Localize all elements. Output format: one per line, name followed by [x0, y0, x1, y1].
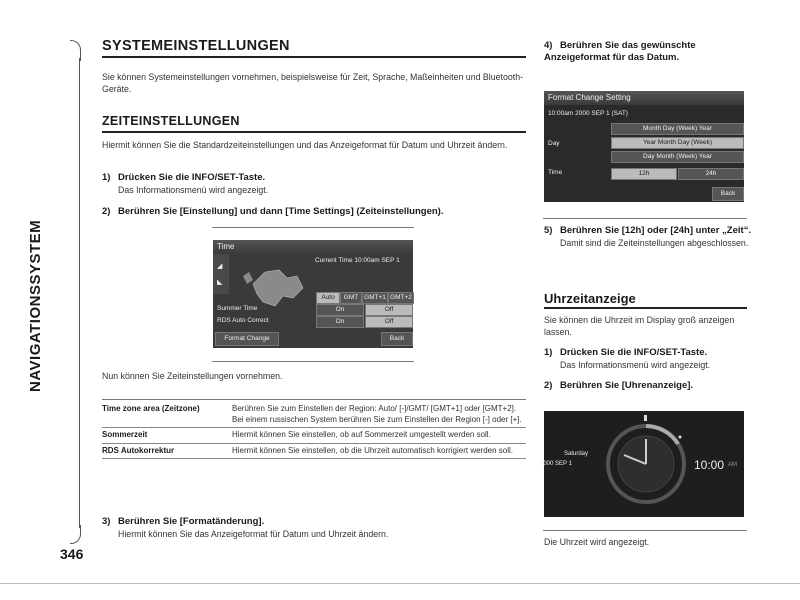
clock-screen [540, 411, 744, 517]
page-bottom-rule [0, 583, 800, 584]
step-4 [544, 40, 754, 64]
page-number: 346 [60, 546, 84, 562]
screen-title: Time [213, 240, 413, 254]
settings-table [102, 402, 526, 459]
table-value-line: Bei einem russischen System berühren Sie zum Einstellen der Region [-] oder [+]. [232, 414, 522, 424]
zone-gmt-button[interactable]: GMT [340, 292, 362, 304]
back-button[interactable]: Back [381, 332, 413, 346]
step-number: 2) [102, 206, 111, 217]
clock-step-2 [544, 380, 754, 392]
format-24h-button[interactable]: 24h [678, 168, 744, 180]
clock-heading: Uhrzeitanzeige [544, 291, 636, 306]
table-row [102, 428, 526, 444]
step-sub: Das Informationsmenü wird angezeigt. [560, 360, 711, 370]
summer-on-button[interactable]: On [316, 304, 364, 316]
step-number: 3) [102, 516, 111, 527]
step-title: Drücken Sie die INFO/SET-Taste. [560, 347, 708, 358]
time-label: Time [548, 169, 563, 176]
back-button[interactable]: Back [712, 187, 744, 201]
step-sub: Damit sind die Zeiteinstellungen abgeschlossen. [560, 238, 749, 248]
figure-rule-bottom [212, 361, 414, 362]
heading-rule [102, 56, 526, 58]
table-row [102, 443, 526, 459]
step-number: 1) [102, 172, 111, 183]
margin-bracket-line [79, 58, 80, 528]
time-settings-screen [213, 240, 413, 348]
figure-rule [543, 530, 747, 531]
screen-title: Format Change Setting [544, 91, 744, 105]
table-value: Hiermit können Sie einstellen, ob die Uhrzeit automatisch korrigiert werden soll. [232, 445, 514, 455]
format-option-ymd[interactable]: Year Month Day (Week) [611, 137, 744, 149]
after-screen-text: Nun können Sie Zeiteinstellungen vornehmen. [102, 371, 283, 381]
summer-off-button[interactable]: Off [365, 304, 413, 316]
table-value [232, 402, 526, 428]
format-12h-button[interactable]: 12h [611, 168, 677, 180]
step-title: Berühren Sie [Uhrenanzeige]. [560, 380, 694, 391]
figure-rule [543, 218, 747, 219]
chapter-title: NAVIGATIONSSYSTEM [27, 219, 44, 392]
zone-auto-button[interactable]: Auto [316, 292, 340, 304]
format-change-button[interactable]: Format Change [215, 332, 279, 346]
step-5 [544, 225, 754, 249]
table-value-line: Berühren Sie zum Einstellen der Region: Auto/ [-]/GMT/ [GMT+1] oder [GMT+2]. [232, 404, 517, 413]
current-time: Current Time 10:00am SEP 1 [315, 257, 400, 264]
table-rule-top [102, 399, 526, 400]
day-label: Day [548, 140, 560, 147]
table-row [102, 402, 526, 428]
arrow-up-icon[interactable]: ◢ [217, 263, 223, 270]
intro-paragraph: Sie können Systemeinstellungen vornehmen, beispielsweise für Zeit, Sprache, Maßeinheiten und Bluetooth-Geräte. [102, 72, 524, 94]
step-title: Berühren Sie [Einstellung] und dann [Time Settings] (Zeiteinstellungen). [118, 206, 444, 217]
step-number: 5) [544, 225, 553, 236]
zone-gmt1-button[interactable]: GMT+1 [362, 292, 388, 304]
step-sub: Das Informationsmenü wird angezeigt. [118, 185, 269, 195]
table-key: RDS Autokorrektur [102, 445, 175, 455]
step-title: Berühren Sie [12h] oder [24h] unter „Zeit“. [560, 225, 752, 236]
clock-step-1 [544, 347, 754, 371]
main-heading: SYSTEMEINSTELLUNGEN [102, 38, 290, 54]
clock-caption: Die Uhrzeit wird angezeigt. [544, 537, 650, 547]
table-key: Sommerzeit [102, 430, 148, 439]
section-intro: Hiermit können Sie die Standardzeiteinstellungen und das Anzeigeformat für Datum und Uhrzeit ändern. [102, 140, 508, 150]
section-heading: ZEITEINSTELLUNGEN [102, 114, 240, 128]
clock-date: 2000 SEP 1 [540, 461, 572, 467]
step-1 [102, 172, 522, 196]
section-rule [102, 131, 526, 133]
format-datetime: 10:00am 2000 SEP 1 (SAT) [548, 110, 628, 117]
step-sub: Hiermit können Sie das Anzeigeformat für Datum und Uhrzeit ändern. [118, 529, 389, 539]
table-key: Time zone area (Zeitzone) [102, 404, 200, 413]
clock-heading-rule [544, 307, 747, 309]
clock-intro: Sie können die Uhrzeit im Display groß anzeigen lassen. [544, 315, 735, 337]
clock-weekday: Saturday [564, 451, 589, 457]
step-title: Drücken Sie die INFO/SET-Taste. [118, 172, 266, 183]
format-option-dmy[interactable]: Day Month (Week) Year [611, 151, 744, 163]
arrow-down-icon[interactable]: ◣ [217, 279, 223, 286]
step-title: Berühren Sie [Formatänderung]. [118, 516, 265, 527]
format-option-mdy[interactable]: Month Day (Week) Year [611, 123, 744, 135]
step-title: Berühren Sie das gewünschte Anzeigeformat für das Datum. [544, 40, 696, 63]
rds-label: RDS Auto Correct [217, 317, 269, 324]
clock-digital-time: 10:00 [694, 458, 725, 472]
table-value: Hiermit können Sie einstellen, ob auf Sommerzeit umgestellt werden soll. [232, 430, 491, 439]
format-change-screen [544, 91, 744, 202]
margin-bracket-bottom [70, 525, 81, 544]
step-3 [102, 516, 522, 540]
rds-on-button[interactable]: On [316, 316, 364, 328]
rds-off-button[interactable]: Off [365, 316, 413, 328]
figure-rule-top [212, 227, 414, 228]
step-number: 2) [544, 380, 553, 391]
zone-gmt2-button[interactable]: GMT+2 [388, 292, 414, 304]
clock-ampm: AM [728, 462, 737, 468]
summer-time-label: Summer Time [217, 305, 258, 312]
step-number: 1) [544, 347, 553, 358]
step-2 [102, 206, 522, 218]
step-number: 4) [544, 40, 553, 51]
